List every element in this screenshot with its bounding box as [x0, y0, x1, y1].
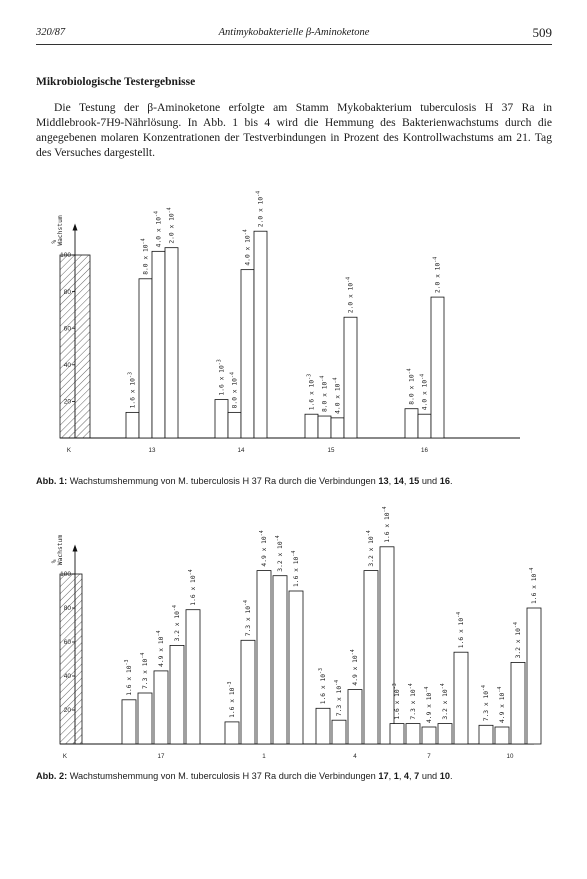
figure-1-bar-chart: [0, 190, 587, 465]
fig1-bar-label-16-2: 4.0 x $10^{-4}$: [419, 373, 429, 411]
fig1-group-label-14: 14: [237, 447, 245, 454]
fig2-bar-label-7-4: 3.2 x $10^{-4}$: [440, 683, 449, 720]
intro-paragraph: Die Testung der β-Aminoketone erfolgte am Stamm Mykobakterium tuberculosis H 37 Ra in Middlebrook-7H9-Nährlösung. In Abb. 1 bis 4 wird die Hemmung des Bakterienwachstums durch die angegebenen molaren Konzentrationen der Testverbindungen in Prozent des Kontrollwachstums am 21. Tag des Versuches dargestellt.: [36, 101, 552, 159]
fig1-bar-label-15-1: 1.6 x $10^{-3}$: [306, 373, 316, 411]
fig2-bar-label-4-3: 4.9 x $10^{-4}$: [350, 649, 359, 686]
fig2-bar-label-17-1: 1.6 x $10^{-3}$: [124, 659, 133, 696]
fig1-y-axis-label-percent: %: [51, 239, 58, 244]
fig2-bar-label-4-1: 1.6 x $10^{-3}$: [318, 667, 327, 705]
fig2-bar-label-1-2: 7.3 x $10^{-4}$: [243, 599, 252, 637]
fig2-bar-17-1: [122, 700, 136, 744]
figure-2-compound-4: 4: [403, 771, 410, 781]
fig1-bar-label-15-2: 8.0 x $10^{-4}$: [319, 375, 329, 413]
fig2-bar-1-1: [225, 722, 239, 744]
fig2-y-tick-label-60: 60: [63, 639, 71, 647]
fig2-group-label-17: 17: [157, 753, 165, 760]
fig2-bar-1-4: [273, 576, 287, 744]
fig2-bar-label-4-2: 7.3 x $10^{-4}$: [334, 679, 343, 717]
fig2-bar-1-2: [241, 640, 255, 744]
fig2-y-tick-label-20: 20: [63, 707, 71, 715]
fig1-bar-14-1: [215, 400, 228, 438]
figure-2-caption-label: Abb. 2:: [36, 771, 68, 781]
fig1-bar-16-1: [405, 409, 418, 438]
fig2-y-tick-label-40: 40: [63, 673, 71, 681]
fig1-bar-14-3: [241, 270, 254, 438]
fig2-group-label-1: 1: [262, 753, 266, 760]
fig1-bar-13-4: [165, 248, 178, 438]
fig1-bar-label-14-3: 4.0 x $10^{-4}$: [242, 229, 252, 266]
fig2-bar-label-10-3: 3.2 x $10^{-4}$: [513, 622, 522, 659]
fig2-bar-7-1: [390, 724, 404, 744]
figure-2-bar-chart: [0, 505, 587, 765]
fig2-bar-label-17-2: 7.3 x $10^{-4}$: [140, 652, 149, 689]
fig2-group-label-10: 10: [506, 753, 514, 760]
figure-2-compound-10: 10: [439, 771, 450, 781]
fig1-bar-label-13-2: 8.0 x $10^{-4}$: [140, 238, 150, 275]
fig2-bar-label-17-5: 1.6 x $10^{-4}$: [188, 569, 197, 606]
fig2-bar-4-4: [364, 571, 378, 744]
figure-1-caption-text: Wachstumshemmung von M. tuberculosis H 37 Ra durch die Verbindungen: [69, 476, 376, 486]
fig2-bar-label-7-5: 1.6 x $10^{-4}$: [456, 611, 465, 649]
fig1-bar-label-15-4: 2.0 x $10^{-4}$: [345, 276, 355, 314]
section-title: Mikrobiologische Testergebnisse: [36, 76, 196, 88]
figure-1-compound-15: 15: [409, 476, 420, 486]
fig2-bar-label-1-1: 1.6 x $10^{-3}$: [227, 681, 236, 718]
fig2-bar-17-5: [186, 610, 200, 744]
fig1-bar-label-14-2: 8.0 x $10^{-4}$: [229, 372, 239, 409]
fig1-bar-label-13-1: 1.6 x $10^{-3}$: [127, 372, 137, 409]
fig1-bar-13-2: [139, 279, 152, 438]
fig2-bar-10-3: [511, 662, 525, 744]
header-rule: [36, 44, 552, 45]
fig1-group-label-13: 13: [148, 447, 156, 454]
fig1-bar-label-13-4: 2.0 x $10^{-4}$: [166, 207, 176, 244]
fig2-bar-label-17-4: 3.2 x $10^{-4}$: [172, 605, 181, 642]
fig1-control-label: K: [66, 447, 72, 454]
fig1-bar-label-16-3: 2.0 x $10^{-4}$: [432, 256, 442, 294]
fig2-bar-label-10-2: 4.9 x $10^{-4}$: [497, 686, 506, 723]
fig2-bar-17-2: [138, 693, 152, 744]
journal-issue: 320/87: [36, 27, 66, 38]
figure-1-compound-14: 14: [393, 476, 404, 486]
fig2-bar-10-1: [479, 725, 493, 744]
fig2-y-axis-arrow: [73, 545, 78, 552]
fig2-bar-4-5: [380, 547, 394, 744]
fig2-y-axis-label-percent: %: [51, 559, 58, 564]
fig1-bar-15-4: [344, 317, 357, 438]
fig1-bar-label-16-1: 8.0 x $10^{-4}$: [406, 368, 416, 405]
fig1-bar-label-13-3: 4.0 x $10^{-4}$: [153, 210, 163, 248]
fig2-bar-label-7-3: 4.9 x $10^{-4}$: [424, 686, 433, 723]
fig1-y-tick-label-40: 40: [63, 362, 71, 369]
fig1-y-axis-label: Wachstum: [57, 215, 64, 246]
fig1-bar-16-3: [431, 297, 444, 438]
fig1-bar-label-14-1: 1.6 x $10^{-3}$: [216, 359, 226, 396]
fig1-y-axis-arrow: [73, 224, 78, 231]
fig1-y-tick-label-60: 60: [63, 325, 71, 333]
fig2-y-axis-label: Wachstum: [57, 534, 64, 566]
figure-2-compound-1: 1: [393, 771, 399, 781]
figure-1-caption-label: Abb. 1:: [36, 476, 68, 486]
fig2-bar-1-3: [257, 571, 271, 744]
fig1-bar-label-15-3: 4.0 x $10^{-4}$: [332, 377, 342, 414]
fig2-bar-label-17-3: 4.9 x $10^{-4}$: [156, 630, 165, 667]
fig2-bar-7-3: [422, 727, 436, 744]
fig2-bar-7-2: [406, 724, 420, 744]
fig2-bar-label-7-2: 7.3 x $10^{-4}$: [408, 683, 417, 720]
fig2-bar-17-3: [154, 671, 168, 744]
fig2-bar-7-5: [454, 652, 468, 744]
fig1-bar-15-1: [305, 414, 318, 438]
running-title: Antimykobakterielle β-Aminoketone: [218, 27, 370, 38]
fig1-bar-14-4: [254, 231, 267, 438]
fig2-group-label-4: 4: [353, 753, 357, 760]
fig2-bar-17-4: [170, 645, 184, 744]
figure-2-compound-17: 17: [378, 771, 389, 781]
fig1-bar-15-2: [318, 416, 331, 438]
fig2-bar-label-10-4: 1.6 x $10^{-4}$: [529, 567, 538, 604]
fig2-y-tick-label-80: 80: [63, 605, 71, 613]
fig2-bar-4-2: [332, 720, 346, 744]
figure-1-caption: Abb. 1: Wachstumshemmung von M. tuberculosis H 37 Ra durch die Verbindungen 13, 14, 15 und 16.: [36, 476, 453, 486]
fig2-bar-10-2: [495, 727, 509, 744]
fig2-bar-label-4-4: 3.2 x $10^{-4}$: [366, 530, 375, 567]
fig1-control-bar: [60, 255, 90, 438]
page-header: [36, 27, 552, 41]
fig1-bar-label-14-4: 2.0 x $10^{-4}$: [255, 190, 265, 228]
figure-2-caption-text: Wachstumshemmung von M. tuberculosis H 37 Ra durch die Verbindungen: [69, 771, 376, 781]
fig2-bar-label-1-3: 4.9 x $10^{-4}$: [259, 530, 268, 567]
fig2-bar-label-1-4: 3.2 x $10^{-4}$: [275, 535, 284, 572]
fig1-bar-13-3: [152, 251, 165, 438]
fig1-bar-14-2: [228, 412, 241, 438]
fig2-bar-10-4: [527, 608, 541, 744]
fig2-bar-4-3: [348, 690, 362, 744]
fig1-y-tick-label-20: 20: [63, 398, 71, 406]
fig1-bar-16-2: [418, 414, 431, 438]
fig2-control-bar: [60, 574, 82, 744]
fig1-bar-13-1: [126, 412, 139, 438]
fig2-control-label: K: [62, 753, 68, 760]
fig1-y-tick-label-100: 100: [60, 252, 71, 260]
fig2-bar-label-10-1: 7.3 x $10^{-4}$: [481, 684, 490, 722]
fig2-bar-label-7-1: 1.6 x $10^{-3}$: [392, 683, 401, 720]
figure-2-compound-7: 7: [414, 771, 420, 781]
figure-1-compound-13: 13: [378, 476, 389, 486]
figure-1-compound-16: 16: [439, 476, 450, 486]
fig2-bar-7-4: [438, 724, 452, 744]
fig1-group-label-15: 15: [327, 447, 335, 454]
fig2-bar-label-4-5: 1.6 x $10^{-4}$: [382, 506, 391, 543]
fig2-bar-4-1: [316, 708, 330, 744]
fig1-group-label-16: 16: [421, 447, 428, 454]
fig2-group-label-7: 7: [427, 753, 431, 760]
figure-2-caption: Abb. 2: Wachstumshemmung von M. tuberculosis H 37 Ra durch die Verbindungen 17, 1, 4, 7 und 10.: [36, 771, 453, 781]
page-number: 509: [532, 25, 552, 40]
fig2-y-tick-label-100: 100: [60, 571, 71, 579]
fig1-bar-15-3: [331, 418, 344, 438]
fig2-bar-label-1-5: 1.6 x $10^{-4}$: [291, 550, 300, 587]
fig1-y-tick-label-80: 80: [63, 288, 71, 296]
fig2-bar-1-5: [289, 591, 303, 744]
